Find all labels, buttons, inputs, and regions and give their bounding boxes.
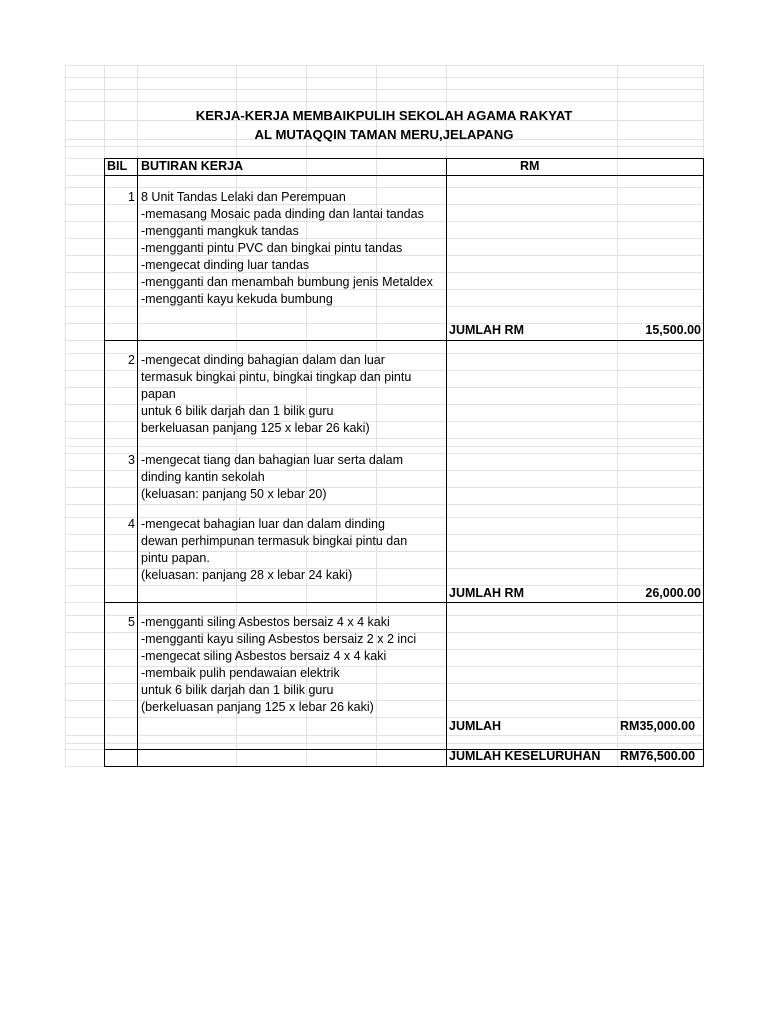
item-number: 3 (128, 453, 135, 467)
total-2-label: JUMLAH RM (449, 586, 524, 600)
item-description-line: papan (141, 387, 176, 401)
item-description-line: -mengganti dan menambah bumbung jenis Metaldex (141, 275, 433, 289)
item-description-line: (keluasan: panjang 28 x lebar 24 kaki) (141, 568, 353, 582)
total-3-amount: RM35,000.00 (620, 719, 696, 733)
item-description-line: dewan perhimpunan termasuk bingkai pintu dan (141, 534, 408, 548)
total-3-label: JUMLAH (449, 719, 502, 733)
item-description-line: berkeluasan panjang 125 x lebar 26 kaki) (141, 421, 370, 435)
item-description-line: dinding kantin sekolah (141, 470, 265, 484)
item-description-line: -mengecat siling Asbestos bersaiz 4 x 4 kaki (141, 649, 387, 663)
item-description-line: -mengecat dinding bahagian dalam dan luar (141, 353, 385, 367)
item-description-line: (keluasan: panjang 50 x lebar 20) (141, 487, 327, 501)
item-description-line: -mengganti kayu siling Asbestos bersaiz 2 x 2 inci (141, 632, 417, 646)
header-bil: BIL (107, 159, 128, 173)
header-rm: RM (520, 159, 540, 173)
item-description-line: -mengecat bahagian luar dan dalam dinding (141, 517, 385, 531)
item-description-line: -mengecat tiang dan bahagian luar serta dalam (141, 453, 403, 467)
item-number: 5 (128, 615, 135, 629)
item-description-line: untuk 6 bilik darjah dan 1 bilik guru (141, 683, 334, 697)
item-description-line: -mengganti siling Asbestos bersaiz 4 x 4 kaki (141, 615, 390, 629)
total-1-amount: 15,500.00 (645, 323, 701, 337)
grand-total-amount: RM76,500.00 (620, 749, 696, 763)
item-description-line: 8 Unit Tandas Lelaki dan Perempuan (141, 190, 346, 204)
item-number: 2 (128, 353, 135, 367)
item-description-line: -mengganti pintu PVC dan bingkai pintu tandas (141, 241, 403, 255)
item-description-line: untuk 6 bilik darjah dan 1 bilik guru (141, 404, 334, 418)
item-number: 1 (128, 190, 135, 204)
total-2-amount: 26,000.00 (645, 586, 701, 600)
item-description-line: -membaik pulih pendawaian elektrik (141, 666, 340, 680)
item-description-line: -mengganti mangkuk tandas (141, 224, 299, 238)
item-description-line: pintu papan. (141, 551, 210, 565)
item-description-line: termasuk bingkai pintu, bingkai tingkap dan pintu (141, 370, 412, 384)
item-description-line: -memasang Mosaic pada dinding dan lantai tandas (141, 207, 424, 221)
item-description-line: (berkeluasan panjang 125 x lebar 26 kaki) (141, 700, 374, 714)
total-1-label: JUMLAH RM (449, 323, 524, 337)
document-title-line-1: KERJA-KERJA MEMBAIKPULIH SEKOLAH AGAMA RAKYAT (195, 108, 573, 123)
item-description-line: -mengganti kayu kekuda bumbung (141, 292, 333, 306)
item-number: 4 (128, 517, 135, 531)
document-title-line-2: AL MUTAQQIN TAMAN MERU,JELAPANG (254, 127, 514, 142)
header-butiran-kerja: BUTIRAN KERJA (141, 159, 244, 173)
grand-total-label: JUMLAH KESELURUHAN (449, 749, 601, 763)
item-description-line: -mengecat dinding luar tandas (141, 258, 310, 272)
